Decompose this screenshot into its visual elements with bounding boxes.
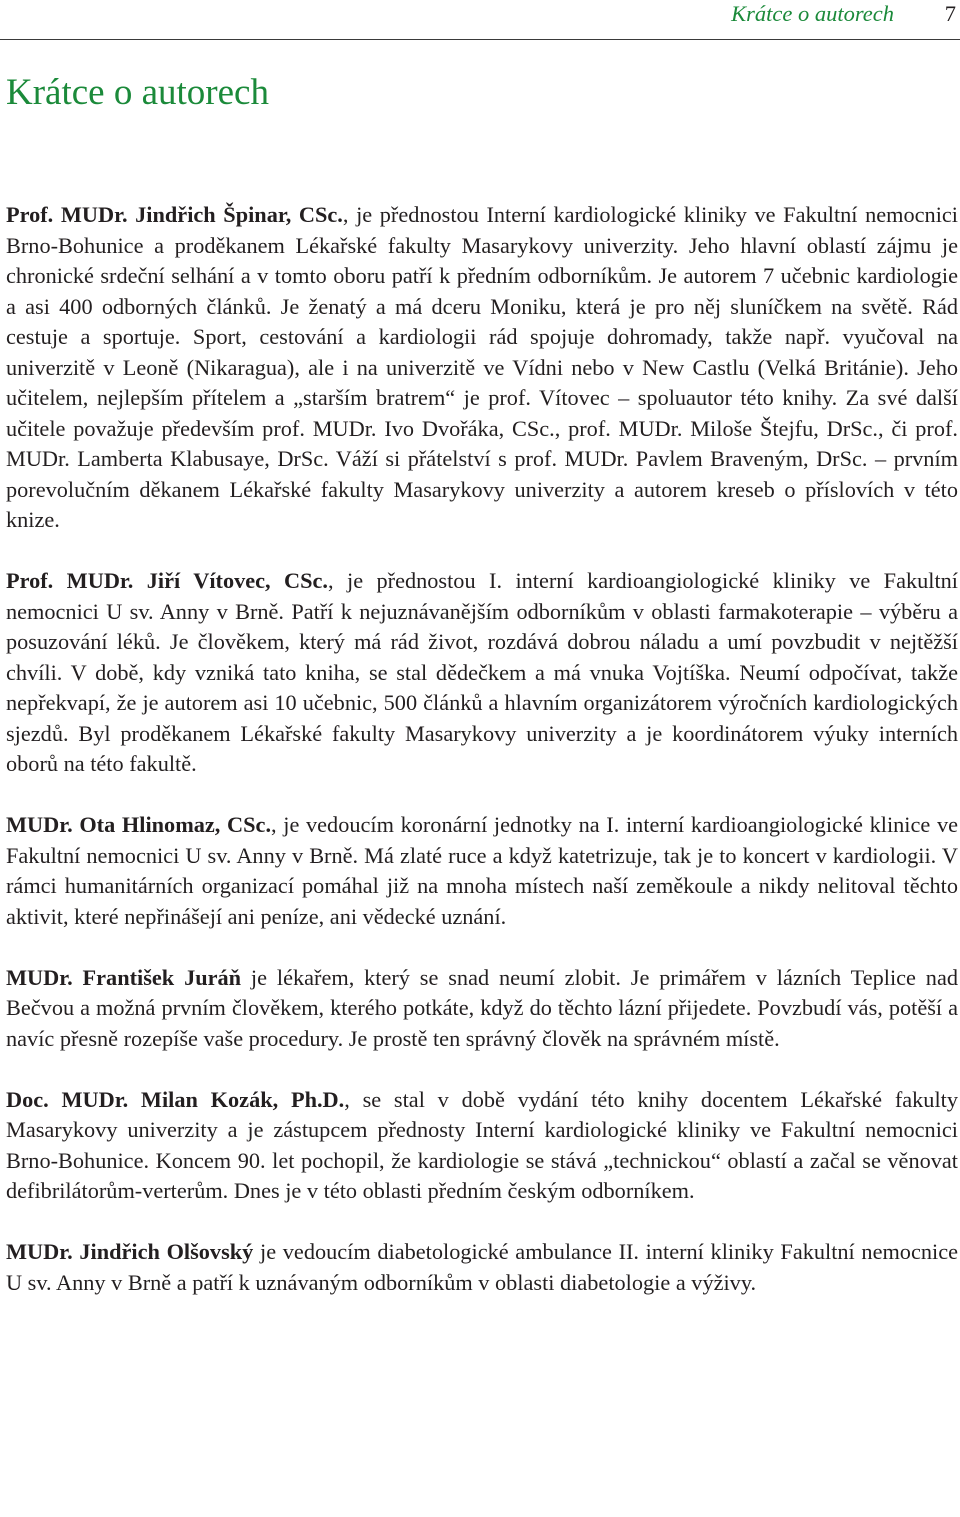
bio-text: , je přednostou Interní kardiologické kliniky ve Fakultní nemocnici Brno-Bohunice a proděkanem Lékařské fakulty Masarykovy univerzity. Jeho hlavní oblastí zájmu je chronické srdeční selhání a v tomto oboru patří k předním odborníkům. Je autorem 7 učebnic kardiologie a asi 400 odborných článků. Je ženatý a má dceru Moniku, která je pro něj sluníčkem na světě. Rád cestuje a sportuje. Sport, cestování a kardiologii rád spojuje dohromady, takže např. vyučoval na univerzitě v Leoně (Nikaragua), ale i na univerzitě ve Vídni nebo v New Castlu (Velká Británie). Jeho učitelem, nejlepším přítelem a „starším bratrem“ je prof. Vítovec – spoluautor této knihy. Za své další učitele považuje především prof. MUDr. Ivo Dvořáka, CSc., prof. MUDr. Miloše Štejfu, DrSc., či prof. MUDr. Lamberta Klabusaye, DrSc. Váží si přátelství s prof. MUDr. Pavlem Braveným, DrSc. – prvním porevolučním děkanem Lékařské fakulty Masarykovy univerzity a autorem kreseb o příslovích v této knize.	[6, 202, 958, 532]
running-header	[0, 0, 960, 40]
author-name: MUDr. Jindřich Olšovský	[6, 1239, 254, 1264]
bio-hlinomaz	[6, 810, 958, 932]
bio-vitovec	[6, 566, 958, 780]
author-name: MUDr. František Juráň	[6, 964, 242, 990]
bio-olsovsky	[6, 1237, 958, 1298]
author-name: Prof. MUDr. Jiří Vítovec, CSc.	[6, 568, 329, 593]
bio-kozak	[6, 1085, 958, 1207]
bio-text: , se stal v době vydání této knihy docentem Lékařské fakulty Masarykovy univerzity a je zástupcem přednosty Interní kardiologické kliniky ve Fakultní nemocnici Brno-Bohunice. Koncem 90. let pochopil, že kardiologie se stává „technickou“ oblastí a začal se věnovat defibrilátorům-verterům. Dnes je v této oblasti předním českým odborníkem.	[6, 1086, 958, 1203]
bio-text: je vedoucím diabetologické ambulance II. interní kliniky Fakultní nemocnice U sv. Anny v Brně a patří k uznávaným odborníkům v oblasti diabetologie a výživy.	[6, 1239, 958, 1295]
bio-spinar	[6, 200, 958, 536]
bio-text: je lékařem, který se snad neumí zlobit. Je primářem v lázních Teplice nad Bečvou a možná prvním člověkem, kterého potkáte, když do těchto lázní přijedete. Povzbudí vás, potěší a navíc přesně rozepíše vaše procedury. Je prostě ten správný člověk na správném místě.	[6, 964, 958, 1051]
author-name: Prof. MUDr. Jindřich Špinar, CSc.	[6, 202, 343, 227]
bio-text: , je vedoucím koronární jednotky na I. interní kardioangiologické klinice ve Fakultní nemocnici U sv. Anny v Brně. Má zlaté ruce a když katetrizuje, tak je to koncert v kardiologii. V rámci humanitárních organizací pomáhal již na mnoha místech naší zeměkoule a nikdy nelitoval těchto aktivit, které nepřinášejí ani peníze, ani vědecké uznání.	[6, 812, 958, 929]
author-name: MUDr. Ota Hlinomaz, CSc.	[6, 812, 272, 837]
chapter-title: Krátce o autorech	[6, 72, 269, 113]
author-bios	[6, 200, 958, 1329]
bio-juran	[6, 963, 958, 1055]
running-title: Krátce o autorech	[731, 1, 894, 26]
author-name: Doc. MUDr. Milan Kozák, Ph.D.	[6, 1086, 345, 1112]
page-number: 7	[944, 1, 956, 26]
bio-text: , je přednostou I. interní kardioangiologické kliniky ve Fakultní nemocnici U sv. Anny v Brně. Patří k nejuznávanějším odborníkům v oblasti farmakoterapie – výběru a posuzování léků. Je člověkem, který má rád život, rozdává dobrou náladu a umí povzbudit v nejtěžší chvíli. V době, kdy vzniká tato kniha, se stal dědečkem a má vnuka Vojtíška. Neumí odpočívat, takže nepřekvapí, že je autorem asi 10 učebnic, 500 článků a hlavním organizátorem výročních kardiologických sjezdů. Byl proděkanem Lékařské fakulty Masarykovy univerzity a je koordinátorem výuky interních oborů na této fakultě.	[6, 568, 958, 776]
